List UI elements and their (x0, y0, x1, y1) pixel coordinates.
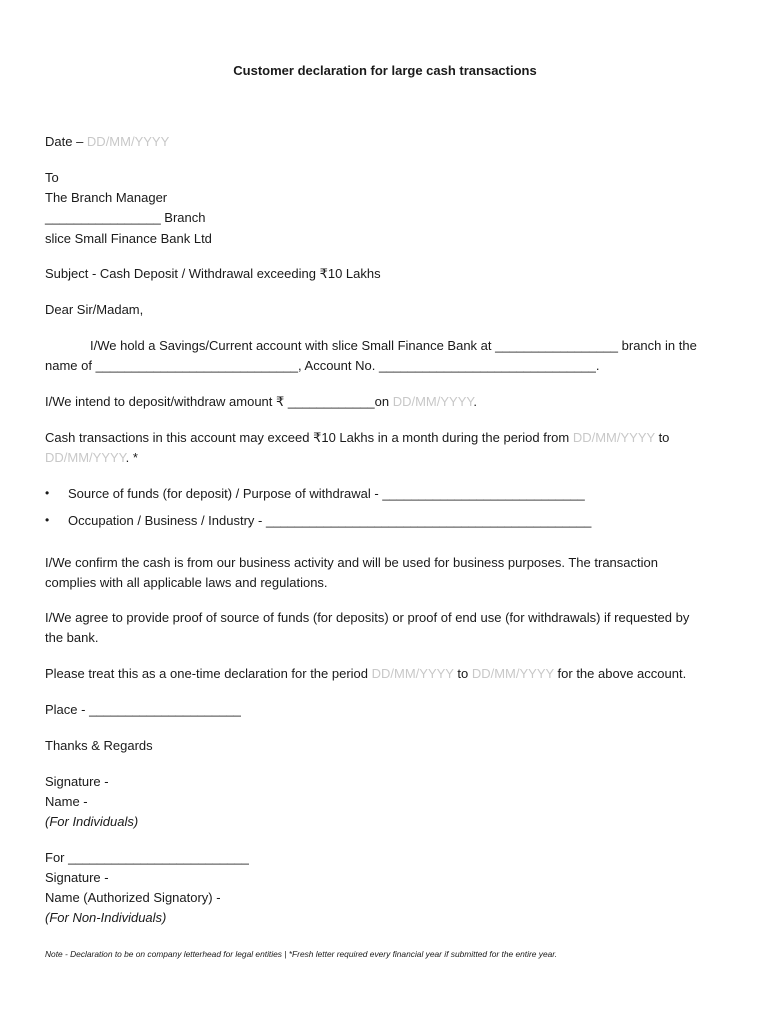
onetime-mid: to (453, 666, 472, 681)
non-individual-for: For _________________________ (45, 850, 249, 865)
individual-tag: (For Individuals) (45, 814, 139, 829)
address-bank: slice Small Finance Bank Ltd (45, 231, 212, 246)
individual-signature: Signature - (45, 774, 109, 789)
date-placeholder[interactable]: DD/MM/YYYY (86, 134, 170, 149)
non-individual-name: Name (Authorized Signatory) - (45, 890, 221, 905)
period-mid: to (654, 430, 670, 445)
bullet-dot: • (45, 486, 50, 500)
regards-line: Thanks & Regards (45, 738, 153, 753)
place-line: Place - _____________________ (45, 702, 241, 717)
salutation: Dear Sir/Madam, (45, 302, 144, 317)
onetime-prefix: Please treat this as a one-time declaration for the period (45, 666, 372, 681)
period-line2 (45, 450, 138, 466)
period-date2-placeholder[interactable]: DD/MM/YYYY (45, 450, 126, 465)
period-suffix: . * (125, 450, 138, 465)
non-individual-tag: (For Non-Individuals) (45, 910, 167, 925)
intent-line (45, 394, 477, 410)
period-date1-placeholder[interactable]: DD/MM/YYYY (572, 430, 655, 445)
period-prefix: Cash transactions in this account may exceed ₹10 Lakhs in a month during the period from (45, 430, 573, 445)
intent-suffix: . (473, 394, 478, 409)
onetime-date1-placeholder[interactable]: DD/MM/YYYY (371, 666, 454, 681)
individual-name: Name - (45, 794, 88, 809)
para1-line2: name of ____________________________, Account No. ______________________________. (45, 358, 600, 373)
bullet-occupation: Occupation / Business / Industry - _____________________________________________ (68, 513, 592, 528)
agree-line1: I/We agree to provide proof of source of funds (for deposits) or proof of end use (for withdrawals) if requested by (45, 610, 690, 625)
bullet-dot: • (45, 513, 50, 527)
confirm-line1: I/We confirm the cash is from our business activity and will be used for business purposes. The transaction (45, 555, 658, 570)
branch-blank[interactable]: ________________ (45, 210, 161, 225)
address-branch (45, 210, 206, 226)
address-to: To (45, 170, 59, 185)
footer-note: Note - Declaration to be on company letterhead for legal entities | *Fresh letter required every financial year if submitted for the entire year. (45, 949, 558, 959)
bullet-source-of-funds: Source of funds (for deposit) / Purpose of withdrawal - ____________________________ (68, 486, 585, 501)
onetime-line (45, 666, 686, 682)
branch-word: Branch (160, 210, 206, 225)
intent-date-placeholder[interactable]: DD/MM/YYYY (392, 394, 474, 409)
intent-prefix: I/We intend to deposit/withdraw amount ₹ ____________on (45, 394, 393, 409)
document-title: Customer declaration for large cash transactions (233, 63, 537, 78)
period-line1 (45, 430, 669, 446)
confirm-line2: complies with all applicable laws and regulations. (45, 575, 328, 590)
onetime-suffix: for the above account. (553, 666, 687, 681)
agree-line2: the bank. (45, 630, 99, 645)
para1-line1: I/We hold a Savings/Current account with slice Small Finance Bank at _________________ branch in the (90, 338, 697, 353)
date-label: Date – (45, 134, 87, 149)
address-manager: The Branch Manager (45, 190, 168, 205)
onetime-date2-placeholder[interactable]: DD/MM/YYYY (471, 666, 554, 681)
non-individual-signature: Signature - (45, 870, 109, 885)
date-line (45, 134, 169, 150)
subject-line: Subject - Cash Deposit / Withdrawal exceeding ₹10 Lakhs (45, 266, 381, 281)
